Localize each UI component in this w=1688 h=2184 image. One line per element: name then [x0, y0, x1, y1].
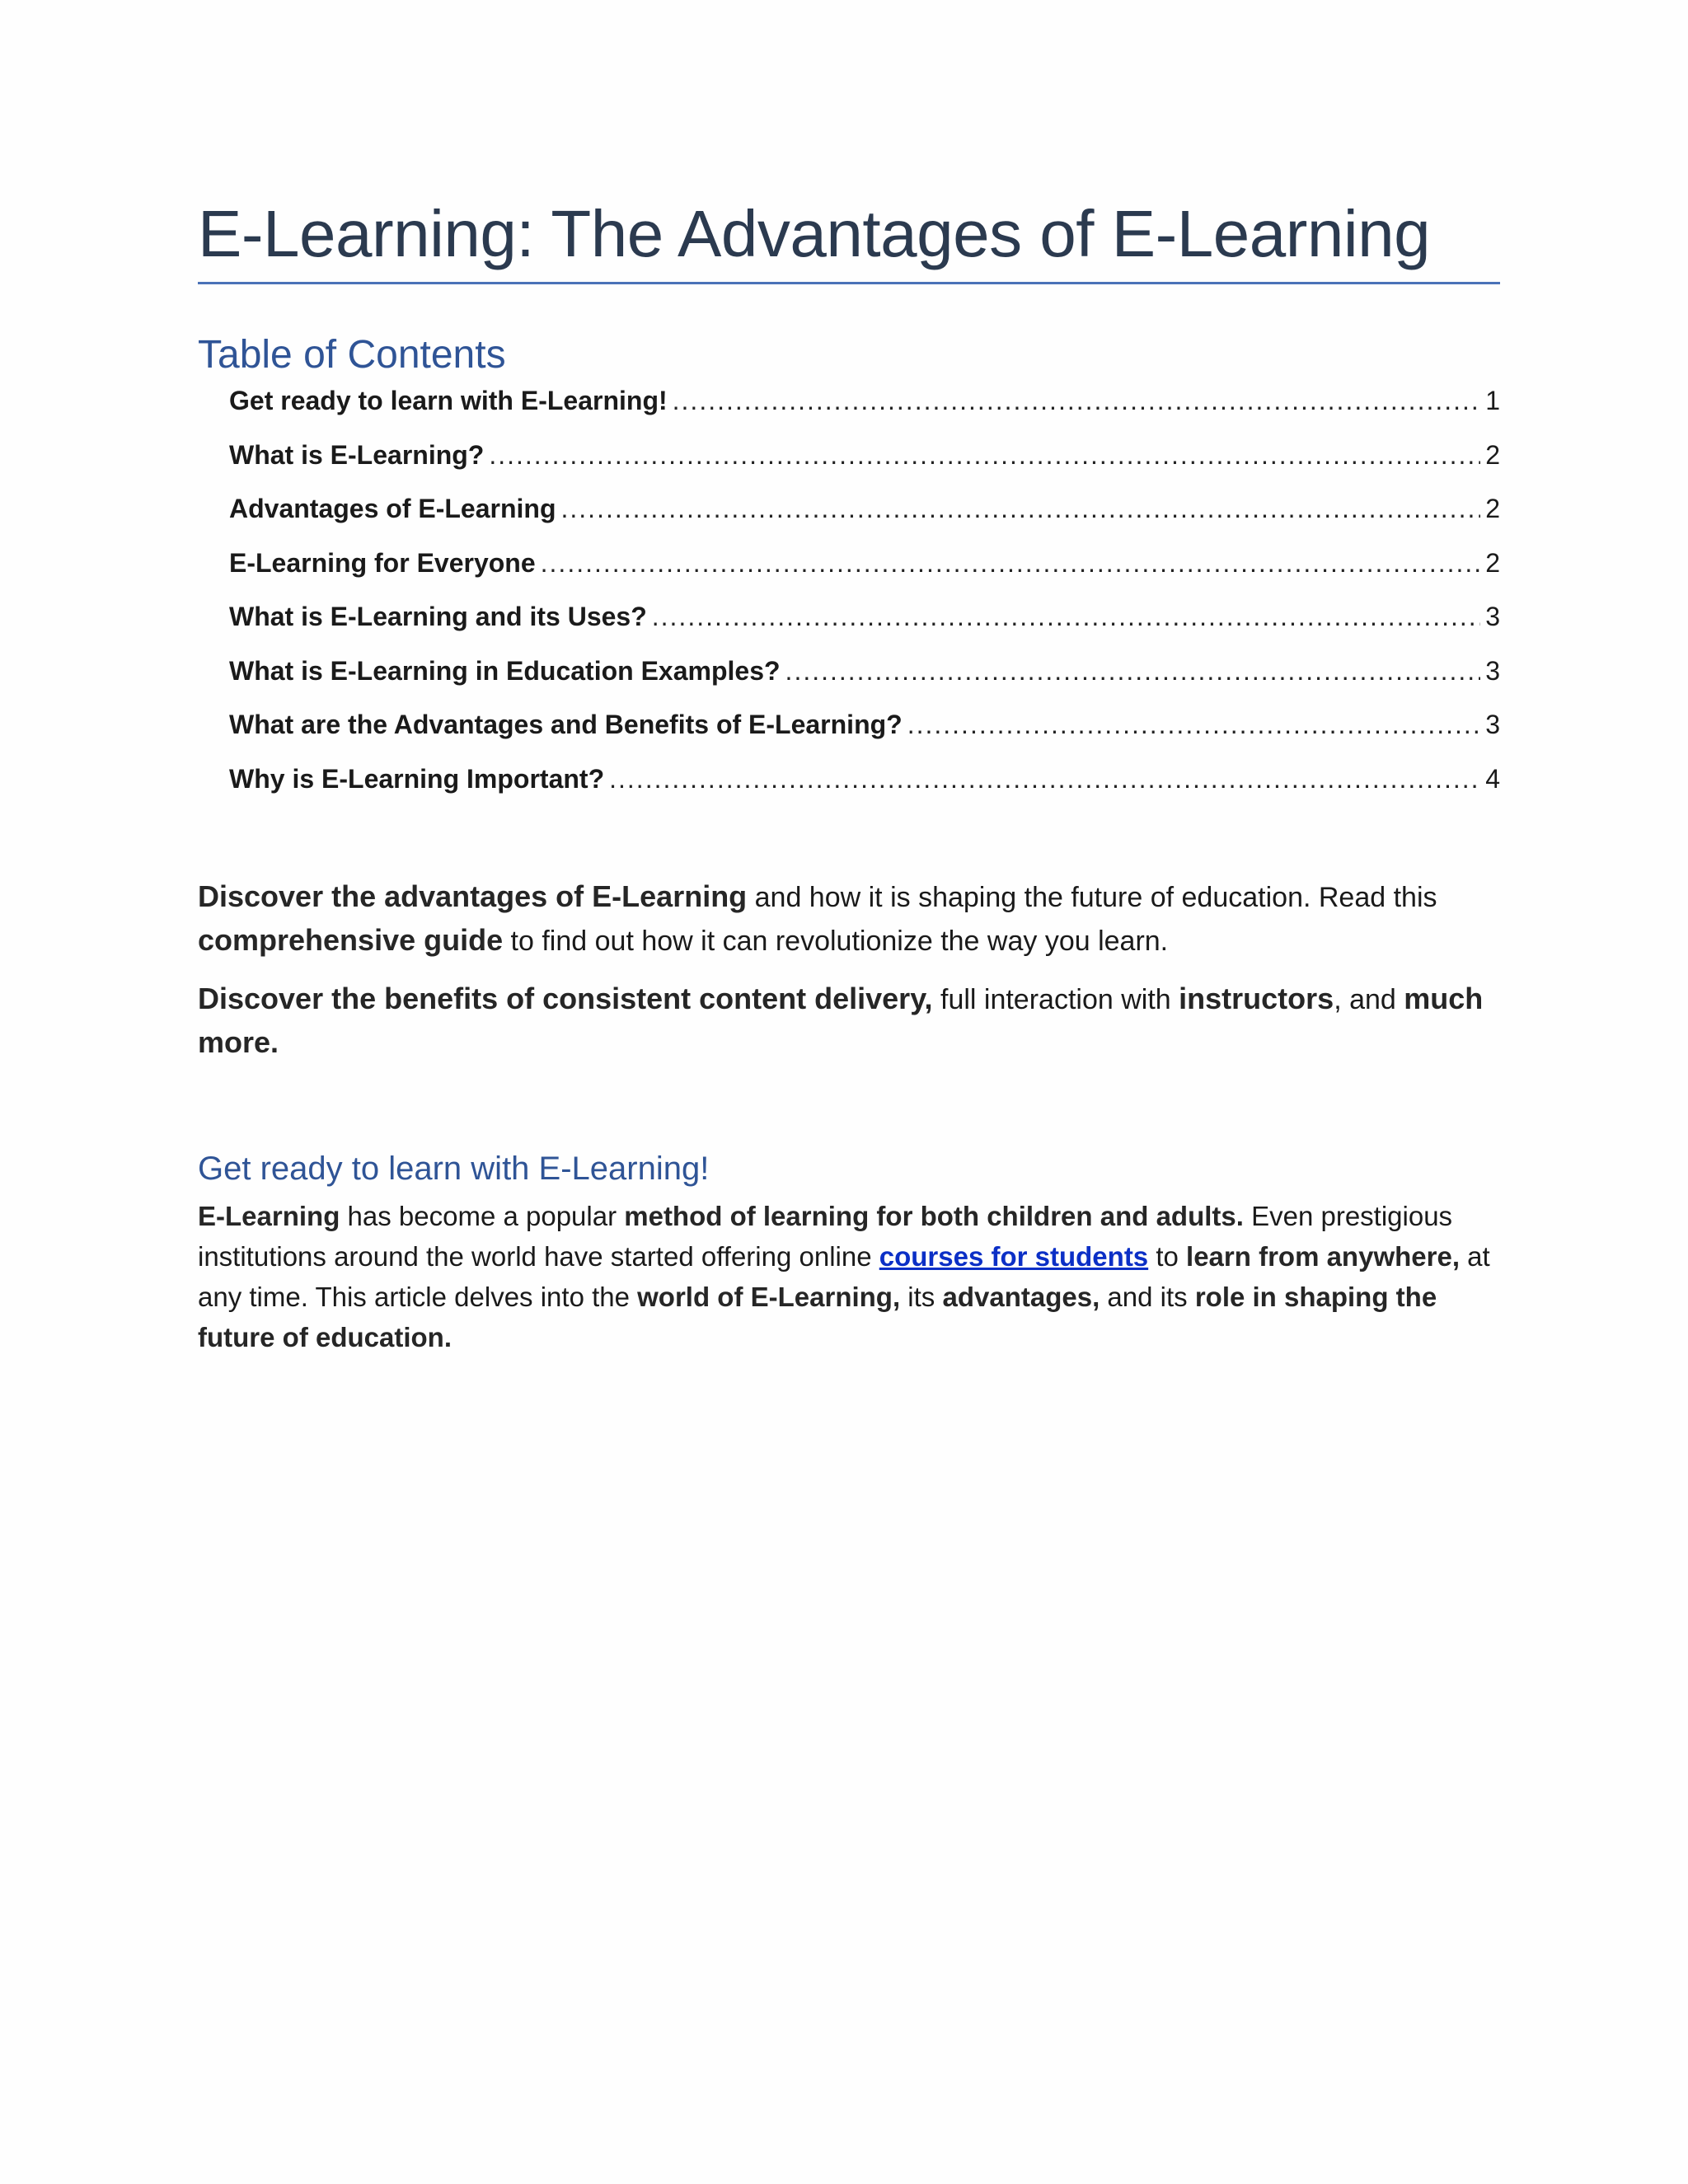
- toc-entry-title: What is E-Learning in Education Examples?: [229, 655, 781, 686]
- benefits-emphasis: instructors: [1179, 982, 1334, 1015]
- intro-text: and how it is shaping the future of education. Read this: [747, 882, 1437, 913]
- intro-text: to find out how it can revolutionize the way you learn.: [503, 926, 1169, 957]
- body-text: at any time. This article delves into the: [198, 1241, 1490, 1312]
- toc-entry-page: 3: [1485, 655, 1500, 686]
- toc-entry-page: 2: [1485, 439, 1500, 470]
- toc-dot-leader: [652, 602, 1480, 632]
- toc-entry-page: 3: [1485, 710, 1500, 739]
- section-body: [198, 1196, 1500, 1357]
- intro-emphasis: comprehensive guide: [198, 923, 504, 957]
- toc-entry-page: 4: [1485, 763, 1500, 794]
- toc-dot-leader: [673, 386, 1481, 416]
- toc-entry-page: 2: [1485, 494, 1500, 523]
- toc-dot-leader: [489, 440, 1480, 471]
- page-content: [198, 198, 1500, 1357]
- section-heading: Get ready to learn with E-Learning!: [198, 1151, 710, 1187]
- benefits-paragraph: [198, 977, 1500, 1065]
- toc-dot-leader: [541, 548, 1481, 579]
- toc-dot-leader: [609, 764, 1480, 794]
- toc-entry-title: What is E-Learning?: [229, 439, 485, 470]
- document-title: E-Learning: The Advantages of E-Learning: [198, 198, 1500, 284]
- toc-entry-title: Get ready to learn with E-Learning!: [229, 386, 668, 415]
- toc-entry[interactable]: [229, 386, 1500, 440]
- benefits-emphasis: much more.: [198, 982, 1484, 1059]
- body-emphasis: E-Learning: [198, 1201, 340, 1231]
- body-text: and its: [1100, 1282, 1195, 1312]
- toc-dot-leader: [785, 656, 1481, 687]
- intro-emphasis: Discover the advantages of E-Learning: [198, 879, 748, 913]
- toc-entry-page: 2: [1485, 547, 1500, 578]
- body-emphasis: world of E-Learning,: [637, 1282, 901, 1312]
- toc-entry[interactable]: [229, 494, 1500, 548]
- body-emphasis: method of learning for both children and adults.: [624, 1201, 1244, 1231]
- courses-link[interactable]: courses for students: [879, 1241, 1149, 1272]
- table-of-contents: [198, 386, 1500, 818]
- body-text: to: [1148, 1241, 1187, 1272]
- body-text: Even prestigious institutions around the world have started offering online: [198, 1201, 1453, 1272]
- toc-entry[interactable]: [229, 656, 1500, 710]
- intro-paragraph: [198, 875, 1500, 963]
- toc-entry-title: Why is E-Learning Important?: [229, 763, 605, 794]
- benefits-emphasis: Discover the benefits of consistent content delivery,: [198, 982, 933, 1015]
- toc-entry[interactable]: [229, 548, 1500, 602]
- body-text: has become a popular: [340, 1201, 625, 1231]
- benefits-text: full interaction with: [932, 984, 1179, 1015]
- toc-entry[interactable]: [229, 602, 1500, 656]
- toc-entry-title: Advantages of E-Learning: [229, 494, 556, 523]
- toc-entry[interactable]: [229, 710, 1500, 764]
- body-emphasis: learn from anywhere,: [1186, 1241, 1460, 1272]
- toc-entry-title: What is E-Learning and its Uses?: [229, 602, 647, 631]
- intro-block: [198, 875, 1500, 1065]
- toc-dot-leader: [907, 710, 1481, 740]
- toc-entry[interactable]: [229, 764, 1500, 818]
- toc-heading: Table of Contents: [198, 333, 506, 377]
- body-text: its: [900, 1282, 943, 1312]
- toc-entry-page: 1: [1485, 386, 1500, 415]
- body-emphasis: advantages,: [942, 1282, 1100, 1312]
- toc-dot-leader: [561, 494, 1481, 524]
- toc-entry-page: 3: [1485, 602, 1500, 631]
- toc-entry-title: What are the Advantages and Benefits of E-Learning?: [229, 710, 903, 739]
- body-emphasis: role in shaping the future of education.: [198, 1282, 1437, 1352]
- toc-entry-title: E-Learning for Everyone: [229, 547, 536, 578]
- benefits-text: , and: [1334, 984, 1404, 1015]
- toc-entry[interactable]: [229, 440, 1500, 494]
